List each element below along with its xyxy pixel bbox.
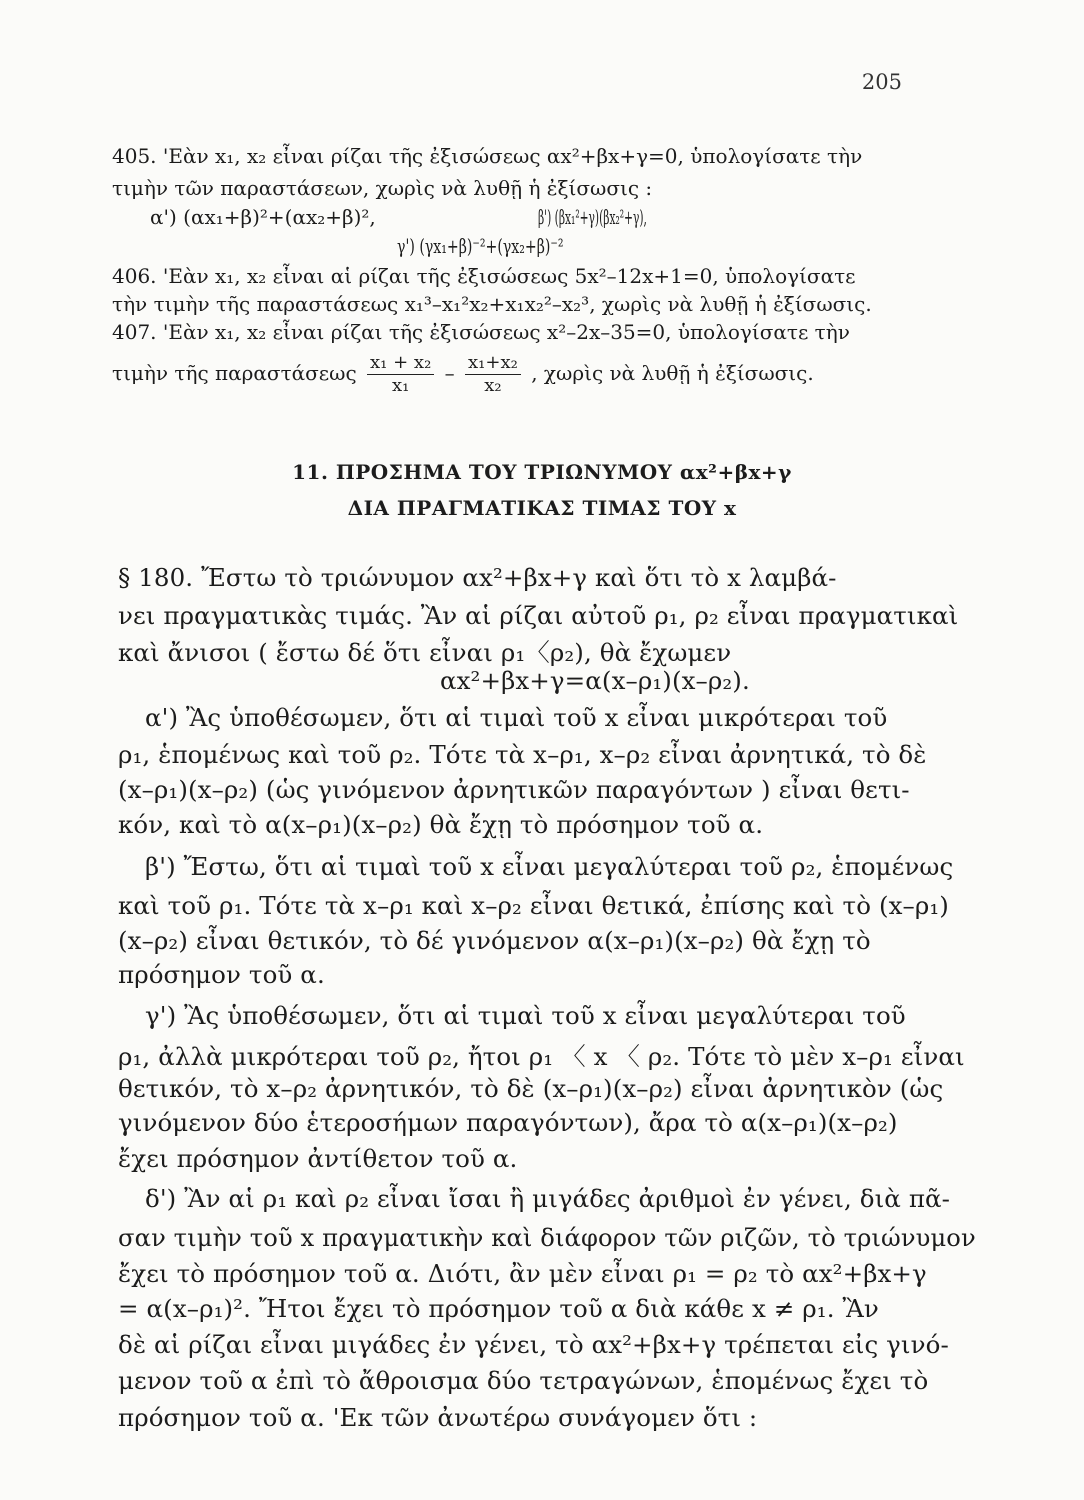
body-line-11: (x–ρ₂) εἶναι θετικόν, τὸ δέ γινόμενον α(x–ρ₁)(x–ρ₂) θὰ ἔχῃ τὸ xyxy=(118,926,871,955)
fraction-1 xyxy=(367,352,434,397)
fraction-1-denominator: x₁ xyxy=(391,375,410,396)
fraction-1-numerator: x₁ + x₂ xyxy=(367,352,434,375)
body-line-21: = α(x–ρ₁)². Ἤτοι ἔχει τὸ πρόσημον τοῦ α διὰ κάθε x ≠ ρ₁. Ἂν xyxy=(118,1294,879,1323)
exercise-406-line-2: τὴν τιμὴν τῆς παραστάσεως x₁³–x₁²x₂+x₁x₂²–x₂³, χωρὶς νὰ λυθῇ ἡ ἐξίσωσις. xyxy=(112,292,872,316)
body-line-13: γ') Ἂς ὑποθέσωμεν, ὅτι αἱ τιμαὶ τοῦ x εἶναι μεγαλύτεραι τοῦ xyxy=(145,1001,906,1030)
body-line-8: κόν, καὶ τὸ α(x–ρ₁)(x–ρ₂) θὰ ἔχῃ τὸ πρόσημον τοῦ α. xyxy=(118,810,764,839)
fraction-2 xyxy=(465,352,521,397)
body-line-24: πρόσημον τοῦ α. 'Εκ τῶν ἀνωτέρω συνάγομεν ὅτι : xyxy=(118,1403,758,1432)
exercise-407-suffix: , χωρὶς νὰ λυθῇ ἡ ἐξίσωσις. xyxy=(531,361,814,385)
body-line-19: σαν τιμὴν τοῦ x πραγματικὴν καὶ διάφορον τῶν ριζῶν, τὸ τριώνυμον xyxy=(118,1223,976,1252)
section-title-line-1: 11. ΠΡΟΣΗΜΑ ΤΟΥ ΤΡΙΩΝΥΜΟΥ αx²+βx+γ xyxy=(292,460,792,484)
exercise-405-line-1: 405. 'Εὰν x₁, x₂ εἶναι ρίζαι τῆς ἐξισώσεως αx²+βx+γ=0, ὑπολογίσατε τὴν xyxy=(112,144,863,168)
exercise-407-line-1: 407. 'Εὰν x₁, x₂ εἶναι ρίζαι τῆς ἐξισώσεως x²–2x–35=0, ὑπολογίσατε τὴν xyxy=(112,320,850,344)
body-line-20: ἔχει τὸ πρόσημον τοῦ α. Διότι, ἂν μὲν εἶναι ρ₁ = ρ₂ τὸ αx²+βx+γ xyxy=(118,1259,927,1288)
body-line-5: α') Ἂς ὑποθέσωμεν, ὅτι αἱ τιμαὶ τοῦ x εἶναι μικρότεραι τοῦ xyxy=(145,703,888,732)
body-line-9: β') Ἔστω, ὅτι αἱ τιμαὶ τοῦ x εἶναι μεγαλύτεραι τοῦ ρ₂, ἑπομένως xyxy=(145,852,954,881)
body-equation: αx²+βx+γ=α(x–ρ₁)(x–ρ₂). xyxy=(440,666,750,695)
exercise-407-prefix: τιμὴν τῆς παραστάσεως xyxy=(112,361,357,385)
exercise-405-part-c: γ') (γx₁+β)⁻²+(γx₂+β)⁻² xyxy=(397,234,564,258)
exercise-407-line-2 xyxy=(112,352,932,397)
exercise-405-part-b: β') (βx₁²+γ)(βx₂²+γ), xyxy=(538,205,647,229)
body-line-23: μενον τοῦ α ἐπὶ τὸ ἄθροισμα δύο τετραγώνων, ἑπομένως ἔχει τὸ xyxy=(118,1366,929,1395)
body-line-10: καὶ τοῦ ρ₁. Τότε τὰ x–ρ₁ καὶ x–ρ₂ εἶναι θετικά, ἐπίσης καὶ τὸ (x–ρ₁) xyxy=(118,891,949,920)
exercise-405-line-2: τιμὴν τῶν παραστάσεων, χωρὶς νὰ λυθῇ ἡ ἐξίσωσις : xyxy=(112,176,653,200)
exercise-406-line-1: 406. 'Εὰν x₁, x₂ εἶναι αἱ ρίζαι τῆς ἐξισώσεως 5x²–12x+1=0, ὑπολογίσατε xyxy=(112,264,856,288)
body-line-22: δὲ αἱ ρίζαι εἶναι μιγάδες ἐν γένει, τὸ αx²+βx+γ τρέπεται εἰς γινό- xyxy=(118,1330,949,1359)
body-line-14: ρ₁, ἀλλὰ μικρότεραι τοῦ ρ₂, ἤτοι ρ₁ 〈 x 〈 ρ₂. Τότε τὸ μὲν x–ρ₁ εἶναι xyxy=(118,1042,965,1071)
body-line-2: νει πραγματικὰς τιμάς. Ἂν αἱ ρίζαι αὐτοῦ ρ₁, ρ₂ εἶναι πραγματικαὶ xyxy=(118,601,959,630)
body-line-17: ἔχει πρόσημον ἀντίθετον τοῦ α. xyxy=(118,1144,518,1173)
fraction-2-denominator: x₂ xyxy=(484,375,502,396)
section-title-line-2: ΔΙΑ ΠΡΑΓΜΑΤΙΚΑΣ ΤΙΜΑΣ ΤΟΥ x xyxy=(347,496,737,520)
body-line-6: ρ₁, ἑπομένως καὶ τοῦ ρ₂. Τότε τὰ x–ρ₁, x–ρ₂ εἶναι ἀρνητικά, τὸ δὲ xyxy=(118,740,927,769)
body-line-7: (x–ρ₁)(x–ρ₂) (ὡς γινόμενον ἀρνητικῶν παραγόντων ) εἶναι θετι- xyxy=(118,775,910,804)
body-line-1: § 180. Ἔστω τὸ τριώνυμον αx²+βx+γ καὶ ὅτι τὸ x λαμβά- xyxy=(118,563,837,592)
fraction-2-numerator: x₁+x₂ xyxy=(465,352,521,375)
body-line-12: πρόσημον τοῦ α. xyxy=(118,960,325,989)
exercise-405-part-a: α') (αx₁+β)²+(αx₂+β)², xyxy=(150,205,376,229)
page-number: 205 xyxy=(861,70,902,94)
minus-sign: – xyxy=(444,361,455,385)
body-line-16: γινόμενον δύο ἑτεροσήμων παραγόντων), ἄρα τὸ α(x–ρ₁)(x–ρ₂) xyxy=(118,1108,898,1137)
body-line-15: θετικόν, τὸ x–ρ₂ ἀρνητικόν, τὸ δὲ (x–ρ₁)(x–ρ₂) εἶναι ἀρνητικὸν (ὡς xyxy=(118,1074,944,1103)
body-line-3: καὶ ἄνισοι ( ἔστω δέ ὅτι εἶναι ρ₁〈ρ₂), θὰ ἔχωμεν xyxy=(118,638,732,667)
body-line-18: δ') Ἂν αἱ ρ₁ καὶ ρ₂ εἶναι ἴσαι ἢ μιγάδες ἀριθμοὶ ἐν γένει, διὰ πᾶ- xyxy=(145,1184,951,1213)
